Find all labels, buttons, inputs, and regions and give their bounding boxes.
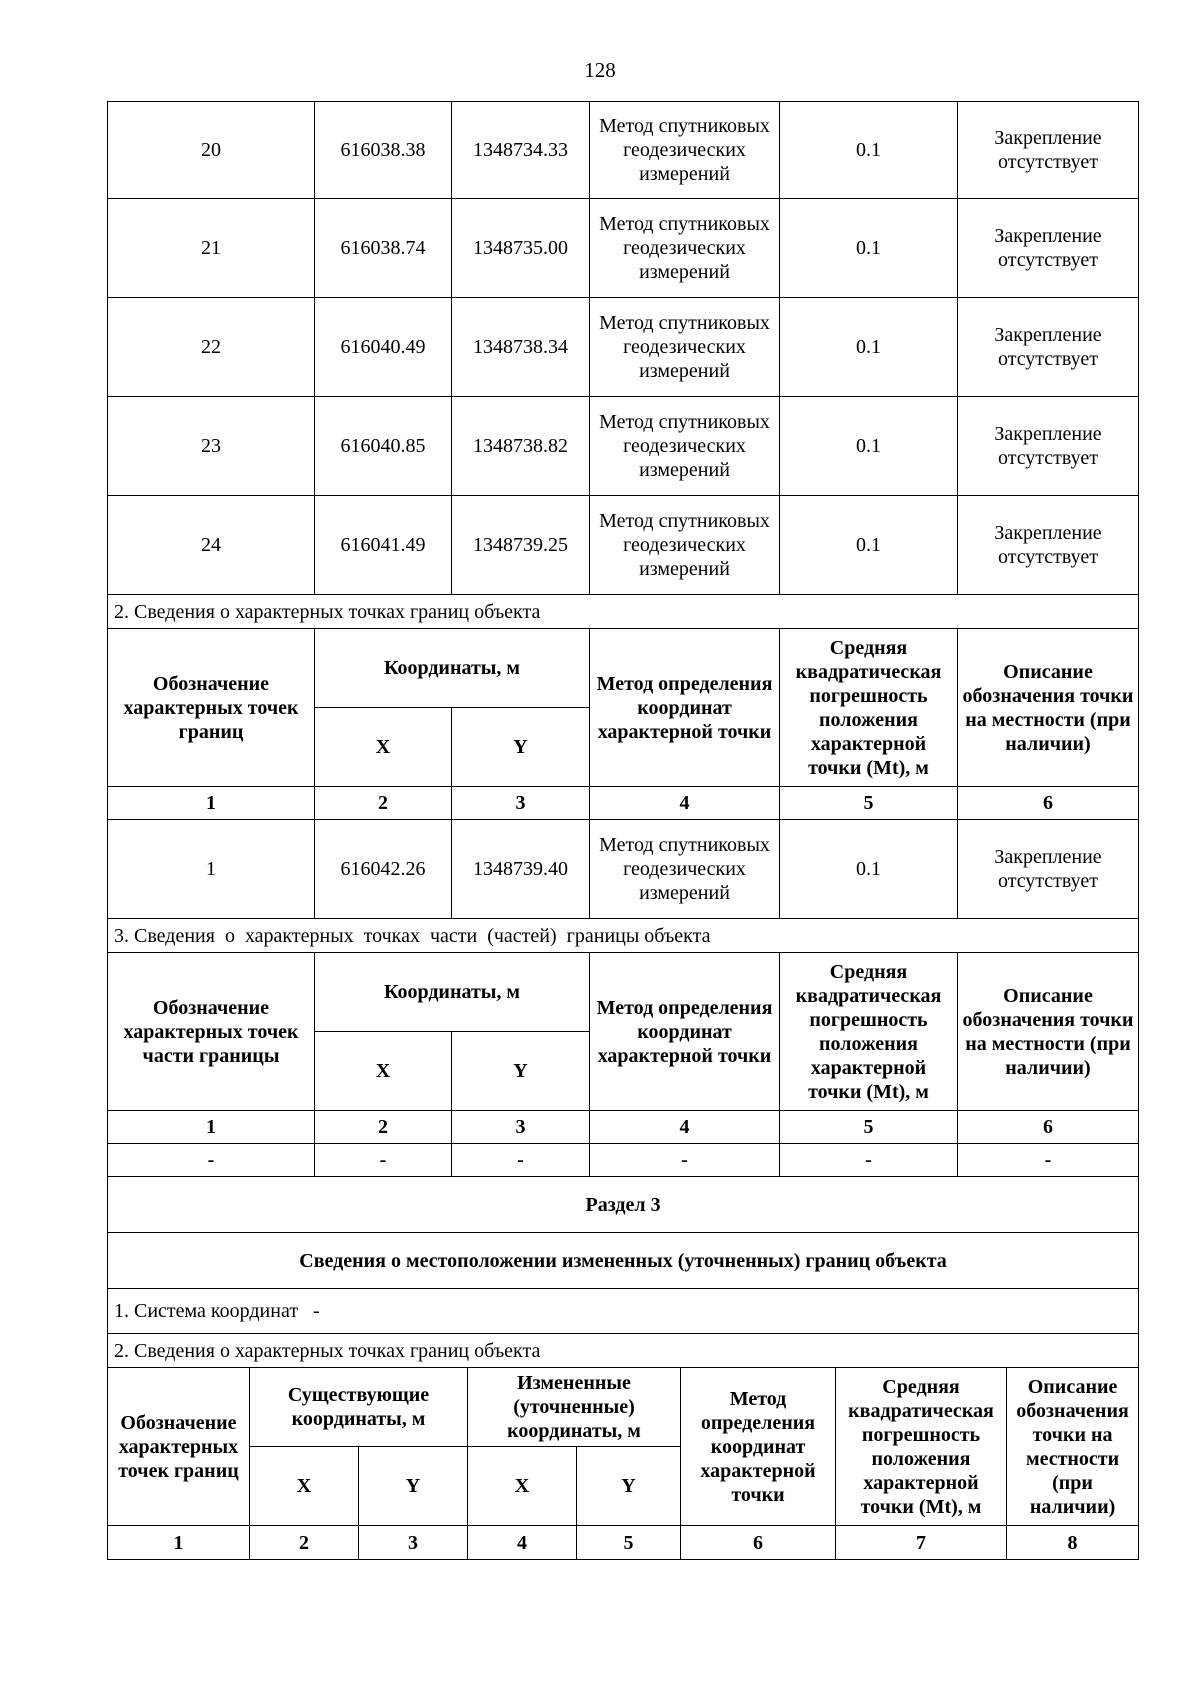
coord-x: 616040.85 <box>315 397 452 496</box>
empty-cell: - <box>590 1144 780 1177</box>
point-number: 22 <box>108 298 315 397</box>
coord-x: 616038.74 <box>315 199 452 298</box>
empty-cell: - <box>108 1144 315 1177</box>
table-row <box>108 1144 1139 1177</box>
coord-y: 1348735.00 <box>452 199 590 298</box>
point-number: 20 <box>108 102 315 199</box>
table-row <box>108 102 1139 199</box>
empty-cell: - <box>958 1144 1139 1177</box>
method: Метод спутниковых геодезических измерений <box>590 397 780 496</box>
column-number: 5 <box>577 1526 681 1560</box>
header-designation: Обозначение характерных точек границ <box>108 629 315 787</box>
coord-x: 616038.38 <box>315 102 452 199</box>
method: Метод спутниковых геодезических измерений <box>590 298 780 397</box>
description: Закрепление отсутствует <box>958 102 1139 199</box>
header-accuracy: Средняя квадратическая погрешность положения характерной точки (Mt), м <box>780 629 958 787</box>
column-number: 3 <box>452 1111 590 1144</box>
description: Закрепление отсутствует <box>958 199 1139 298</box>
header-x: X <box>250 1447 359 1526</box>
accuracy: 0.1 <box>780 397 958 496</box>
column-number: 3 <box>359 1526 468 1560</box>
description: Закрепление отсутствует <box>958 496 1139 595</box>
header-row <box>108 953 1139 1032</box>
header-existing-coords: Существующие координаты, м <box>250 1368 468 1447</box>
method: Метод спутниковых геодезических измерений <box>590 102 780 199</box>
coord-y: 1348738.34 <box>452 298 590 397</box>
header-x: X <box>315 708 452 787</box>
header-description: Описание обозначения точки на местности (при наличии) <box>958 953 1139 1111</box>
point-number: 24 <box>108 496 315 595</box>
point-number: 21 <box>108 199 315 298</box>
header-method: Метод определения координат характерной точки <box>681 1368 836 1526</box>
column-number: 4 <box>590 1111 780 1144</box>
column-numbers-row <box>108 1526 1139 1560</box>
empty-cell: - <box>315 1144 452 1177</box>
header-method: Метод определения координат характерной точки <box>590 629 780 787</box>
column-numbers-row <box>108 787 1139 820</box>
header-y: Y <box>577 1447 681 1526</box>
column-number: 7 <box>836 1526 1007 1560</box>
column-number: 6 <box>681 1526 836 1560</box>
column-number: 6 <box>958 1111 1139 1144</box>
method: Метод спутниковых геодезических измерений <box>590 820 780 919</box>
section-heading-row <box>108 1233 1139 1289</box>
coordinate-system: 1. Система координат - <box>108 1289 1139 1334</box>
coord-y: 1348738.82 <box>452 397 590 496</box>
column-number: 5 <box>780 1111 958 1144</box>
method: Метод спутниковых геодезических измерений <box>590 496 780 595</box>
points-title: 2. Сведения о характерных точках границ объекта <box>108 1334 1139 1368</box>
document-body <box>107 101 1138 1560</box>
table-row <box>108 397 1139 496</box>
header-row <box>108 629 1139 708</box>
header-description: Описание обозначения точки на местности (при наличии) <box>958 629 1139 787</box>
changed-boundaries-table <box>107 1176 1139 1560</box>
empty-cell: - <box>452 1144 590 1177</box>
accuracy: 0.1 <box>780 102 958 199</box>
column-number: 4 <box>590 787 780 820</box>
section-title-row <box>108 1334 1139 1368</box>
method: Метод спутниковых геодезических измерений <box>590 199 780 298</box>
coord-x: 616042.26 <box>315 820 452 919</box>
accuracy: 0.1 <box>780 199 958 298</box>
description: Закрепление отсутствует <box>958 397 1139 496</box>
header-accuracy: Средняя квадратическая погрешность положения характерной точки (Mt), м <box>836 1368 1007 1526</box>
coord-y: 1348734.33 <box>452 102 590 199</box>
info-row <box>108 1289 1139 1334</box>
coord-x: 616041.49 <box>315 496 452 595</box>
page-number: 128 <box>584 58 616 82</box>
header-method: Метод определения координат характерной точки <box>590 953 780 1111</box>
header-accuracy: Средняя квадратическая погрешность положения характерной точки (Mt), м <box>780 953 958 1111</box>
empty-cell: - <box>780 1144 958 1177</box>
coord-x: 616040.49 <box>315 298 452 397</box>
coord-y: 1348739.40 <box>452 820 590 919</box>
point-number: 23 <box>108 397 315 496</box>
coord-y: 1348739.25 <box>452 496 590 595</box>
column-number: 8 <box>1007 1526 1139 1560</box>
section-subheading: Сведения о местоположении измененных (уточненных) границ объекта <box>108 1233 1139 1289</box>
section-heading: Раздел 3 <box>108 1177 1139 1233</box>
header-designation: Обозначение характерных точек части границы <box>108 953 315 1111</box>
point-number: 1 <box>108 820 315 919</box>
header-y: Y <box>452 1032 590 1111</box>
description: Закрепление отсутствует <box>958 820 1139 919</box>
table-row <box>108 496 1139 595</box>
table-row <box>108 298 1139 397</box>
section2-title: 2. Сведения о характерных точках границ объекта <box>108 595 1139 629</box>
header-y: Y <box>359 1447 468 1526</box>
section-heading-row <box>108 1177 1139 1233</box>
header-coords: Координаты, м <box>315 953 590 1032</box>
column-number: 1 <box>108 1111 315 1144</box>
section-title-row <box>108 595 1139 629</box>
accuracy: 0.1 <box>780 298 958 397</box>
header-x: X <box>315 1032 452 1111</box>
column-number: 5 <box>780 787 958 820</box>
column-number: 4 <box>468 1526 577 1560</box>
description: Закрепление отсутствует <box>958 298 1139 397</box>
header-description: Описание обозначения точки на местности (при наличии) <box>1007 1368 1139 1526</box>
column-numbers-row <box>108 1111 1139 1144</box>
header-changed-coords: Измененные (уточненные) координаты, м <box>468 1368 681 1447</box>
section3-title: 3. Сведения о характерных точках части (частей) границы объекта <box>108 919 1139 953</box>
column-number: 1 <box>108 1526 250 1560</box>
header-row <box>108 1368 1139 1447</box>
table-row <box>108 820 1139 919</box>
column-number: 3 <box>452 787 590 820</box>
column-number: 2 <box>315 787 452 820</box>
accuracy: 0.1 <box>780 820 958 919</box>
accuracy: 0.1 <box>780 496 958 595</box>
table-row <box>108 199 1139 298</box>
column-number: 2 <box>315 1111 452 1144</box>
column-number: 2 <box>250 1526 359 1560</box>
header-designation: Обозначение характерных точек границ <box>108 1368 250 1526</box>
column-number: 1 <box>108 787 315 820</box>
section-title-row <box>108 919 1139 953</box>
points-table <box>107 101 1139 1177</box>
column-number: 6 <box>958 787 1139 820</box>
header-x: X <box>468 1447 577 1526</box>
header-y: Y <box>452 708 590 787</box>
header-coords: Координаты, м <box>315 629 590 708</box>
